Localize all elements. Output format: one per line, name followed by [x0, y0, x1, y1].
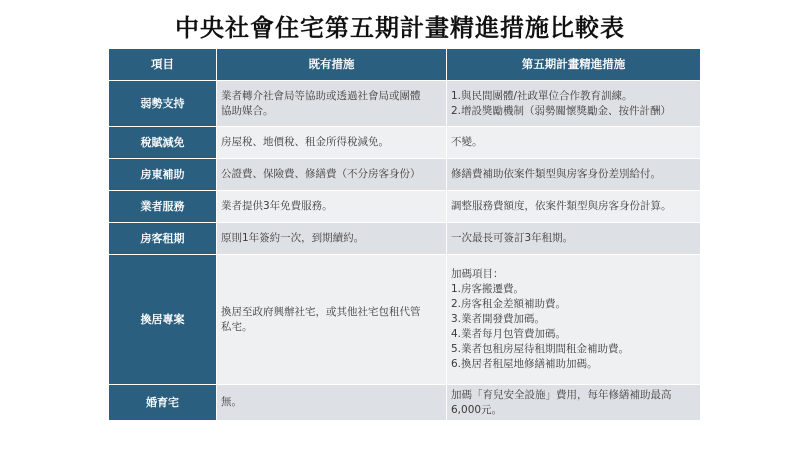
cell-line: 加碼「育兒安全設施」費用，每年修繕補助最高	[451, 388, 672, 401]
table-row	[109, 385, 701, 421]
cell-line: 6.換居者租屋地修繕補助加碼。	[451, 358, 598, 370]
cell-line: 一次最長可簽訂3年租期。	[451, 232, 574, 244]
cell-line: 調整服務費額度，依案件類型與房客身份計算。	[451, 200, 672, 212]
row-item: 婚育宅	[109, 385, 217, 421]
cell-line: 2.房客租金差額補助費。	[451, 298, 567, 310]
cell-line: 原則1年簽約一次，到期續約。	[221, 232, 365, 244]
row-item: 換居專案	[109, 255, 217, 385]
header-improved: 第五期計畫精進措施	[447, 49, 701, 81]
cell-line: 4.業者每月包管費加碼。	[451, 328, 567, 340]
improved-cell	[447, 159, 701, 191]
table-row	[109, 191, 701, 223]
improved-cell	[447, 385, 701, 421]
table-row	[109, 255, 701, 385]
table-row	[109, 127, 701, 159]
improved-cell	[447, 191, 701, 223]
existing-cell	[217, 159, 447, 191]
improved-cell	[447, 223, 701, 255]
existing-cell	[217, 191, 447, 223]
row-item: 房東補助	[109, 159, 217, 191]
existing-cell	[217, 223, 447, 255]
existing-cell	[217, 385, 447, 421]
cell-line: 私宅。	[221, 320, 253, 333]
cell-line: 2.增設獎勵機制（弱勢關懷獎勵金、按件計酬）	[451, 104, 672, 117]
existing-cell	[217, 255, 447, 385]
row-item: 業者服務	[109, 191, 217, 223]
row-item: 房客租期	[109, 223, 217, 255]
header-existing: 既有措施	[217, 49, 447, 81]
existing-cell	[217, 127, 447, 159]
header-item: 項目	[109, 49, 217, 81]
comparison-table	[108, 48, 701, 421]
cell-line: 不變。	[451, 136, 483, 148]
improved-cell	[447, 127, 701, 159]
cell-line: 換居至政府興辦社宅，或其他社宅包租代管	[221, 305, 421, 318]
cell-line: 修繕費補助依案件類型與房客身份差別給付。	[451, 168, 661, 180]
cell-line: 公證費、保險費、修繕費（不分房客身份）	[221, 168, 421, 180]
cell-line: 協助媒合。	[221, 104, 274, 117]
table-row	[109, 159, 701, 191]
cell-line: 加碼項目：	[451, 268, 504, 280]
improved-cell	[447, 81, 701, 127]
cell-line: 房屋稅、地價稅、租金所得稅減免。	[221, 136, 389, 148]
cell-line: 業者轉介社會局等協助或透過社會局或團體	[221, 89, 421, 102]
cell-line: 3.業者開發費加碼。	[451, 313, 546, 325]
table-header-row	[109, 49, 701, 81]
page-title: 中央社會住宅第五期計畫精進措施比較表	[175, 13, 625, 42]
cell-line: 1.與民間團體/社政單位合作教育訓練。	[451, 89, 633, 102]
improved-cell	[447, 255, 701, 385]
table-row	[109, 223, 701, 255]
cell-line: 6,000元。	[451, 403, 503, 416]
existing-cell	[217, 81, 447, 127]
row-item: 弱勢支持	[109, 81, 217, 127]
row-item: 稅賦減免	[109, 127, 217, 159]
table-row	[109, 81, 701, 127]
cell-line: 業者提供3年免費服務。	[221, 200, 333, 212]
cell-line: 無。	[221, 396, 242, 408]
cell-line: 1.房客搬遷費。	[451, 283, 525, 295]
cell-line: 5.業者包租房屋待租期間租金補助費。	[451, 343, 630, 355]
